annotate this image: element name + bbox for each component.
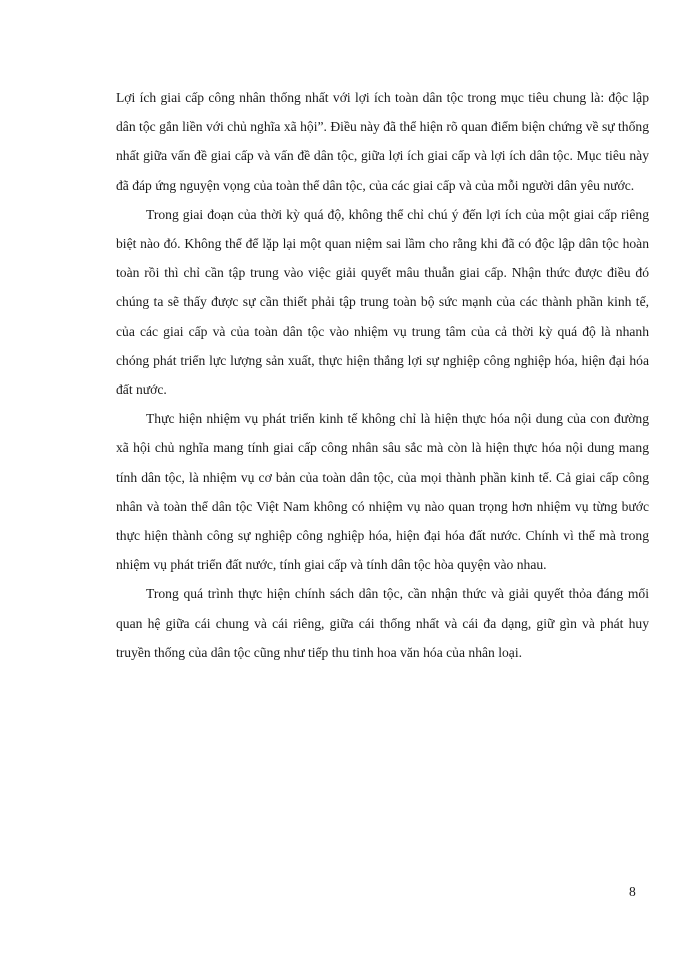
document-body (116, 83, 649, 667)
paragraph: Thực hiện nhiệm vụ phát triển kinh tế không chỉ là hiện thực hóa nội dung của con đường xã hội chủ nghĩa mang tính giai cấp công nhân sâu sắc mà còn là hiện thực hóa nội dung mang tính dân tộc, là nhiệm vụ cơ bản của toàn dân tộc, của mọi thành phần kinh tế. Cả giai cấp công nhân và toàn thể dân tộc Việt Nam không có nhiệm vụ nào quan trọng hơn nhiệm vụ từng bước thực hiện thành công sự nghiệp công nghiệp hóa, hiện đại hóa đất nước. Chính vì thế mà trong nhiệm vụ phát triển đất nước, tính giai cấp và tính dân tộc hòa quyện vào nhau. (116, 411, 649, 573)
paragraph: Trong giai đoạn của thời kỳ quá độ, không thể chỉ chú ý đến lợi ích của một giai cấp riêng biệt nào đó. Không thể để lặp lại một quan niệm sai lầm cho rằng khi đã có độc lập dân tộc hoàn toàn rồi thì chỉ cần tập trung vào việc giải quyết mâu thuẫn giai cấp. Nhận thức được điều đó chúng ta sẽ thấy được sự cần thiết phải tập trung toàn bộ sức mạnh của các thành phần kinh tế, của các giai cấp và của toàn dân tộc vào nhiệm vụ trung tâm của cả thời kỳ quá độ là nhanh chóng phát triển lực lượng sản xuất, thực hiện thắng lợi sự nghiệp công nghiệp hóa, hiện đại hóa đất nước. (116, 206, 649, 398)
page-number: 8 (629, 884, 636, 899)
paragraph-continuation: Lợi ích giai cấp công nhân thống nhất với lợi ích toàn dân tộc trong mục tiêu chung là: độc lập dân tộc gắn liền với chủ nghĩa xã hội”. Điều này đã thể hiện rõ quan điểm biện chứng về sự thống nhất giữa vấn đề giai cấp và vấn đề dân tộc, giữa lợi ích giai cấp và lợi ích dân tộc. Mục tiêu này đã đáp ứng nguyện vọng của toàn thể dân tộc, của các giai cấp và của mỗi người dân yêu nước. (116, 90, 649, 193)
paragraph: Trong quá trình thực hiện chính sách dân tộc, cần nhận thức và giải quyết thỏa đáng mối quan hệ giữa cái chung và cái riêng, giữa cái thống nhất và cái đa dạng, giữ gìn và phát huy truyền thống của dân tộc cũng như tiếp thu tinh hoa văn hóa của nhân loại. (116, 586, 649, 660)
